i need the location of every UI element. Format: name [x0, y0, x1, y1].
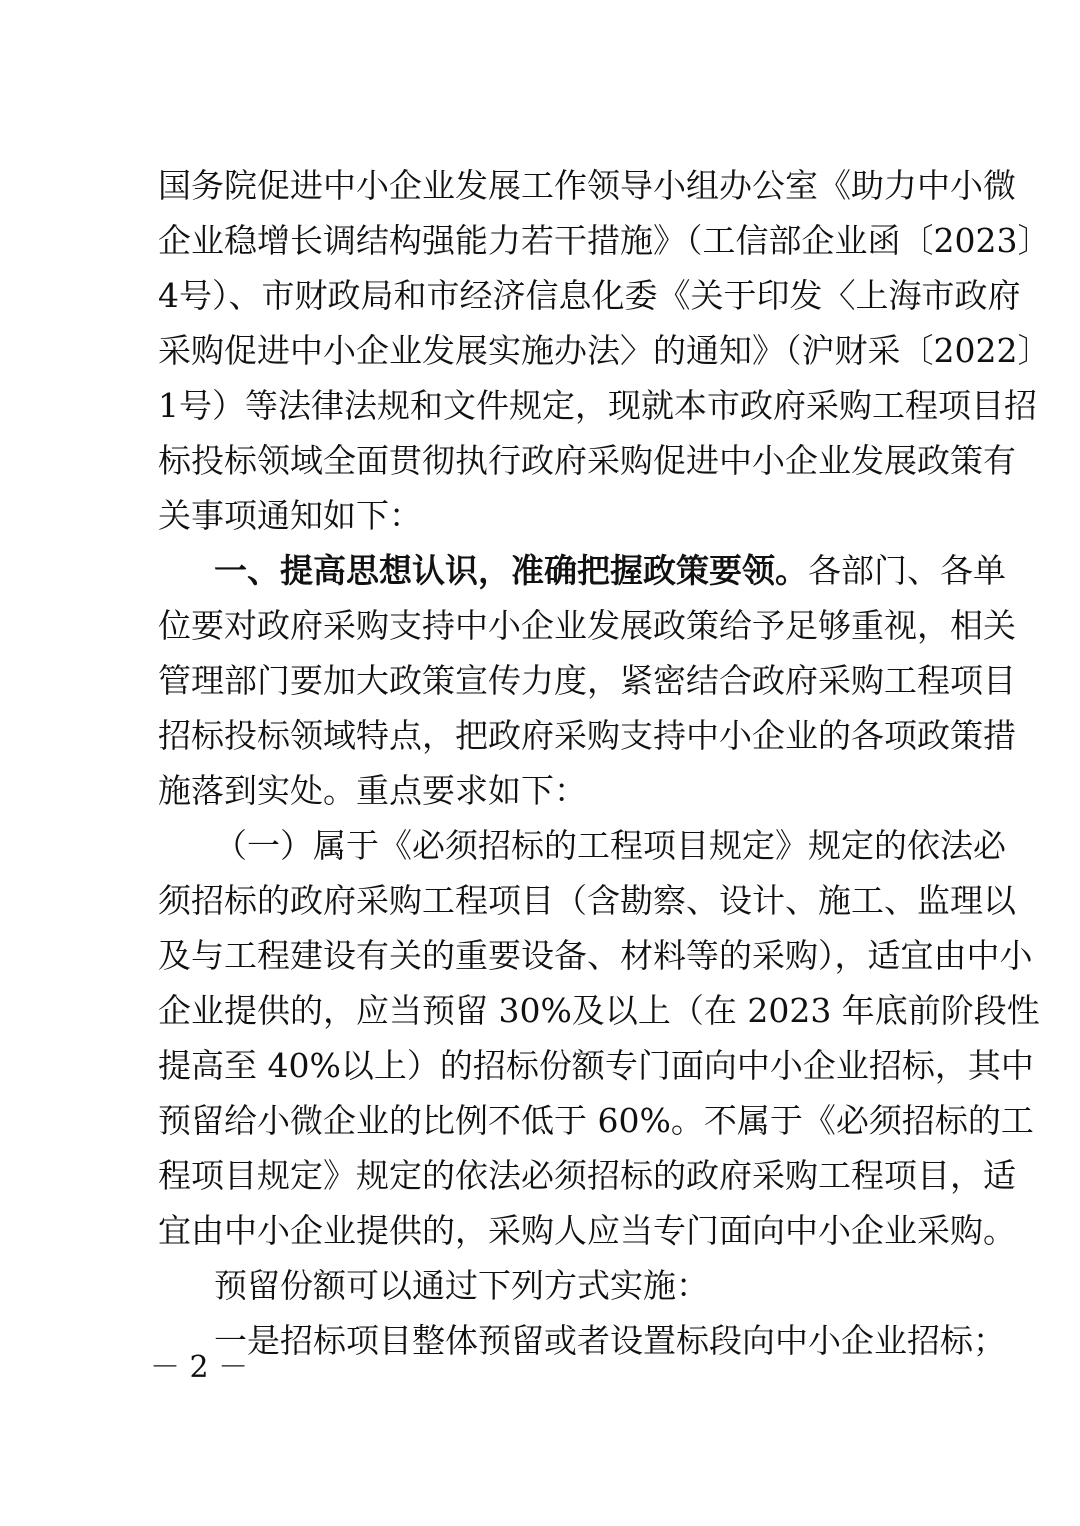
body-text-line: 须招标的政府采购工程项目（含勘察、设计、施工、监理以: [158, 881, 1016, 920]
body-text-line: 企业提供的，应当预留 30%及以上（在 2023 年底前阶段性: [158, 991, 1040, 1030]
body-text-line: 企业稳增长调结构强能力若干措施》（工信部企业函〔2023〕: [158, 221, 1051, 260]
body-text-line: 1号）等法律法规和文件规定，现就本市政府采购工程项目招: [158, 386, 1037, 425]
body-text-line: 施落到实处。重点要求如下：: [158, 771, 587, 810]
page-number: － 2 －: [150, 1350, 249, 1385]
body-text-line: 关事项通知如下：: [158, 496, 422, 535]
section-heading-line: [214, 543, 1006, 599]
body-text-line: 4号）、市财政局和市经济信息化委《关于印发〈上海市政府: [158, 276, 1021, 315]
body-text-line: 宜由中小企业提供的，采购人应当专门面向中小企业采购。: [158, 1211, 1016, 1250]
body-text-span: 各部门、各单: [808, 551, 1006, 590]
body-text-line: 提高至 40%以上）的招标份额专门面向中小企业招标，其中: [158, 1046, 1034, 1085]
body-text-line: 一是招标项目整体预留或者设置标段向中小企业招标；: [214, 1321, 1006, 1360]
subsection-text-line: （一）属于《必须招标的工程项目规定》规定的依法必: [214, 826, 1006, 865]
body-text-line: 程项目规定》规定的依法必须招标的政府采购工程项目，适: [158, 1156, 1016, 1195]
body-text-line: 标投标领域全面贯彻执行政府采购促进中小企业发展政策有: [158, 441, 1016, 480]
body-text-line: 预留份额可以通过下列方式实施：: [214, 1266, 709, 1305]
section-heading: 一、提高思想认识，准确把握政策要领。: [214, 551, 808, 590]
body-text-line: 招标投标领域特点，把政府采购支持中小企业的各项政策措: [158, 716, 1016, 755]
body-text-line: 及与工程建设有关的重要设备、材料等的采购），适宜由中小: [158, 936, 1033, 975]
body-text-line: 管理部门要加大政策宣传力度，紧密结合政府采购工程项目: [158, 661, 1016, 700]
body-text-line: 国务院促进中小企业发展工作领导小组办公室《助力中小微: [158, 166, 1016, 205]
body-text-line: 采购促进中小企业发展实施办法〉的通知》（沪财采〔2022〕: [158, 331, 1051, 370]
body-text-line: 位要对政府采购支持中小企业发展政策给予足够重视，相关: [158, 606, 1016, 645]
body-text-line: 预留给小微企业的比例不低于 60%。不属于《必须招标的工: [158, 1101, 1034, 1140]
